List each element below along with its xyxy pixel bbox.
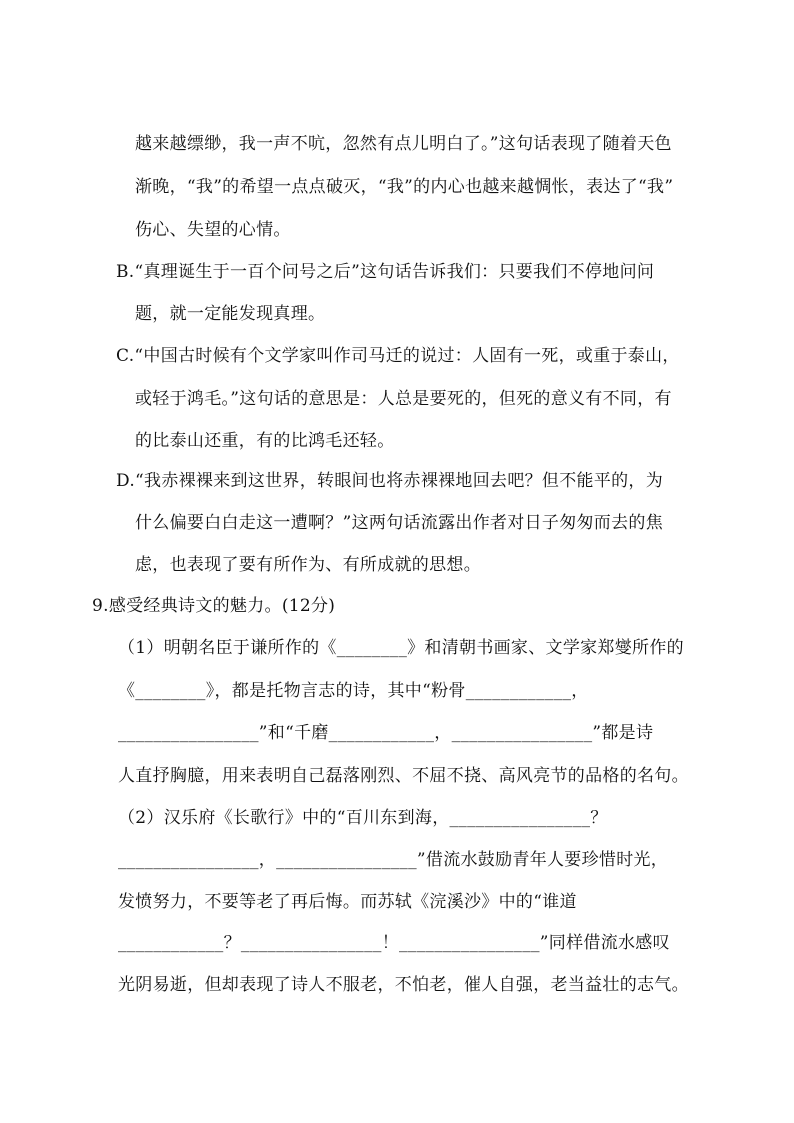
question-9-part-1-line-1: （1）明朝名臣于谦所作的《________》和清朝书画家、文学家郑燮所作的 (118, 638, 684, 658)
option-c-line-3: 的比泰山还重，有的比鸿毛还轻。 (135, 431, 395, 451)
option-d-line-3: 虑，也表现了要有所作为、有所成就的思想。 (135, 555, 481, 575)
option-b-line-2: 题，就一定能发现真理。 (135, 304, 326, 324)
option-c-line-1: C.“中国古时候有个文学家叫作司马迁的说过：人固有一死，或重于泰山， (116, 346, 680, 366)
question-9-heading: 9.感受经典诗文的魅力。(12分) (92, 596, 336, 616)
option-a-line-1: 越来越缥缈，我一声不吭，忽然有点儿明白了。”这句话表现了随着天色 (135, 134, 672, 154)
option-d-line-1: D.“我赤裸裸来到这世界，转眼间也将赤裸裸地回去吧？但不能平的，为 (116, 471, 664, 491)
question-9-part-1-line-4: 人直抒胸臆，用来表明自己磊落刚烈、不屈不挠、高风亮节的品格的名句。 (118, 766, 689, 786)
question-9-part-2-line-1: （2）汉乐府《长歌行》中的“百川东到海，________________？ (118, 808, 608, 828)
option-a-line-3: 伤心、失望的心情。 (135, 220, 291, 240)
option-d-line-2: 什么偏要白白走这一遭啊？”这两句话流露出作者对日子匆匆而去的焦 (135, 513, 663, 533)
question-9-part-2-line-2: ________________，________________”借流水鼓励青年人要珍惜时光， (118, 850, 669, 870)
question-9-part-1-line-3: ________________”和“千磨____________，________________”都是诗 (118, 723, 654, 743)
question-9-part-2-line-5: 光阴易逝，但却表现了诗人不服老，不怕老，催人自强，老当益壮的志气。 (118, 975, 689, 995)
option-b-line-1: B.“真理诞生于一百个问号之后”这句话告诉我们：只要我们不停地问问 (116, 262, 655, 282)
option-a-line-2: 渐晚，“我”的希望一点点破灭，“我”的内心也越来越惆怅，表达了“我” (135, 177, 674, 197)
question-9-part-2-line-4: ____________？________________！________________”同样借流水感叹 (118, 933, 670, 953)
option-c-line-2: 或轻于鸿毛。”这句话的意思是：人总是要死的，但死的意义有不同，有 (135, 389, 672, 409)
question-9-part-1-line-2: 《________》，都是托物言志的诗，其中“粉骨____________， (118, 681, 589, 701)
question-9-part-2-line-3: 发愤努力，不要等老了再后悔。而苏轼《浣溪沙》中的“谁道 (118, 892, 577, 912)
